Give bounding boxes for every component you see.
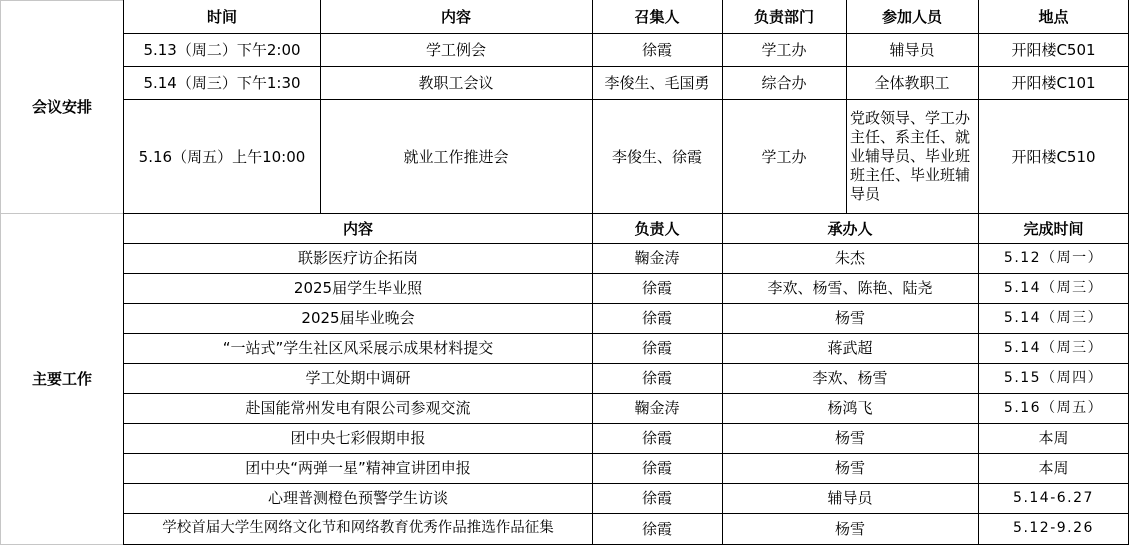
work-content: 2025届毕业晚会 [301,309,415,327]
border-line [123,363,1129,364]
work-responsible: 鞠金涛 [634,249,680,267]
work-content: 学校首届大学生网络文化节和网络教育优秀作品推选作品征集 [162,519,554,536]
border-line [123,213,1129,214]
border-line [123,393,1129,394]
header-convener: 召集人 [634,7,680,26]
work-organizer: 李欢、杨雪 [812,369,888,387]
section-label-meetings: 会议安排 [31,98,92,116]
header-work-content: 内容 [342,219,373,238]
work-responsible: 徐霞 [641,279,672,297]
meeting-content: 就业工作推进会 [403,147,509,166]
border-line [123,423,1129,424]
grid-edge [0,0,1,545]
header-department: 负责部门 [753,7,814,26]
meeting-content: 学工例会 [425,40,486,59]
header-responsible: 负责人 [634,219,680,238]
section-label-work: 主要工作 [31,370,92,388]
meeting-time: 5.14（周三）下午1:30 [143,73,301,92]
work-deadline: 5.12（周一） [1003,249,1104,266]
work-organizer: 辅导员 [827,489,873,507]
work-responsible: 徐霞 [641,489,672,507]
border-line [123,99,1129,100]
work-content: 团中央“两弹一星”精神宣讲团申报 [245,459,471,477]
meeting-convener: 徐霞 [641,40,672,59]
work-organizer: 杨雪 [834,429,865,447]
work-deadline: 本周 [1038,429,1069,447]
work-deadline: 5.14-6.27 [1013,489,1094,506]
work-deadline: 5.12-9.26 [1013,520,1094,537]
meeting-location: 开阳楼C510 [1011,147,1096,166]
border-line [123,33,1129,34]
work-deadline: 本周 [1038,459,1069,477]
work-responsible: 徐霞 [641,339,672,357]
work-deadline: 5.14（周三） [1003,309,1104,326]
meeting-department: 学工办 [761,40,807,59]
work-organizer: 杨雪 [834,459,865,477]
meeting-department: 综合办 [761,73,807,92]
meeting-attendees: 辅导员 [889,40,935,59]
grid-edge [0,0,124,1]
work-organizer: 蒋武超 [827,339,873,357]
border-line [123,273,1129,274]
meeting-location: 开阳楼C101 [1011,73,1096,92]
meeting-location: 开阳楼C501 [1011,40,1096,59]
work-organizer: 杨雪 [834,519,865,538]
header-content: 内容 [440,7,471,26]
work-deadline: 5.16（周五） [1003,399,1104,416]
meeting-department: 学工办 [761,147,807,166]
work-organizer: 李欢、杨雪、陈艳、陆尧 [767,279,933,297]
border-line [123,483,1129,484]
meeting-convener: 李俊生、毛国勇 [604,73,710,92]
meeting-attendees: 全体教职工 [874,73,950,92]
work-deadline: 5.15（周四） [1003,369,1104,386]
meeting-attendees: 党政领导、学工办主任、系主任、就业辅导员、毕业班班主任、毕业班辅导员 [850,109,971,203]
work-content: 赴国能常州发电有限公司参观交流 [245,399,471,417]
work-content: “一站式”学生社区风采展示成果材料提交 [222,339,494,357]
work-responsible: 徐霞 [641,429,672,447]
border-line [123,513,1129,514]
work-deadline: 5.14（周三） [1003,279,1104,296]
work-organizer: 朱杰 [834,249,865,267]
header-location: 地点 [1038,7,1069,26]
work-content: 学工处期中调研 [305,369,411,387]
work-responsible: 鞠金涛 [634,399,680,417]
border-line [123,66,1129,67]
header-attendees: 参加人员 [881,7,942,26]
work-content: 2025届学生毕业照 [293,279,423,297]
work-responsible: 徐霞 [641,459,672,477]
header-organizer: 承办人 [827,219,873,238]
work-responsible: 徐霞 [641,369,672,387]
meeting-convener: 李俊生、徐霞 [611,147,702,166]
work-deadline: 5.14（周三） [1003,339,1104,356]
work-organizer: 杨雪 [834,309,865,327]
work-organizer: 杨鸿飞 [827,399,873,417]
work-content: 联影医疗访企拓岗 [297,249,418,267]
grid-edge [0,213,124,214]
header-time: 时间 [206,7,237,26]
work-content: 团中央七彩假期申报 [290,429,426,447]
border-line [123,303,1129,304]
meeting-time: 5.16（周五）上午10:00 [138,147,306,166]
border-line [123,453,1129,454]
work-content: 心理普测橙色预警学生访谈 [267,489,448,507]
work-responsible: 徐霞 [641,519,672,538]
work-responsible: 徐霞 [641,309,672,327]
border-line [123,333,1129,334]
meeting-time: 5.13（周二）下午2:00 [143,40,301,59]
border-line [123,243,1129,244]
header-deadline: 完成时间 [1023,219,1084,238]
meeting-content: 教职工会议 [418,73,494,92]
